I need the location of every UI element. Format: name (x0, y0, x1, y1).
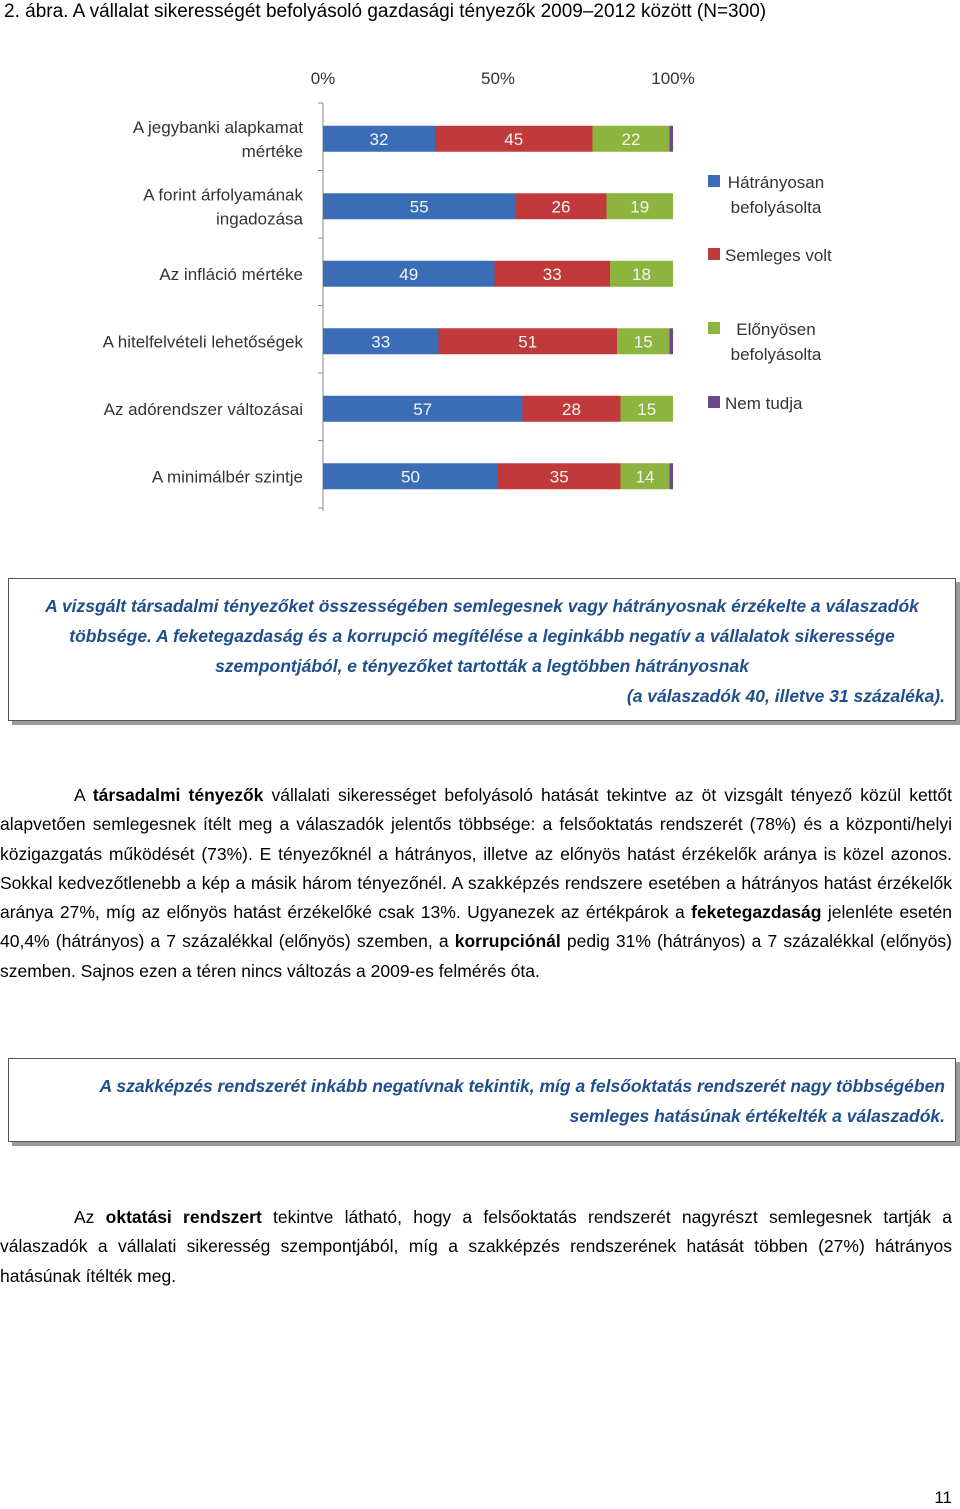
legend-swatch (708, 248, 720, 260)
bar-value-label: 35 (549, 467, 569, 487)
bar-value-label: 19 (630, 197, 650, 217)
body-paragraph-2 (0, 1203, 952, 1291)
para2-bold-1: oktatási rendszert (105, 1207, 262, 1227)
para1-text-1: A (74, 785, 93, 805)
bar-segment (670, 328, 674, 354)
bar-value-label: 45 (504, 129, 524, 149)
para1-bold-2: feketegazdaság (691, 902, 822, 923)
bar-value-label: 14 (635, 467, 655, 487)
x-tick-label: 50% (480, 69, 516, 88)
bar-segment (670, 463, 674, 489)
legend-label: Nem tudja (725, 394, 803, 413)
legend-swatch (708, 322, 720, 334)
body-paragraph-1 (0, 781, 952, 986)
bar-value-label: 33 (542, 264, 562, 284)
x-tick-label: 0% (310, 69, 336, 88)
summary-box-2-text: A szakképzés rendszerét inkább negatívnak tekintik, míg a felsőoktatás rendszerét nagy többségében semleges hatásúnak értékelték a válaszadók. (99, 1076, 945, 1126)
legend-label: Semleges volt (725, 246, 832, 265)
category-label: A hitelfelvételi lehetőségek (102, 332, 303, 352)
para1-bold-3: korrupciónál (454, 931, 561, 952)
page-number: 11 (934, 1488, 952, 1507)
category-label: mértéke (241, 141, 303, 161)
legend-swatch (708, 175, 720, 187)
bar-value-label: 49 (399, 264, 419, 284)
figure-label: 2. ábra. (4, 1, 69, 22)
bar-value-label: 33 (371, 332, 391, 352)
summary-box-1 (8, 578, 956, 721)
category-label: A forint árfolyamának (143, 185, 303, 205)
category-label: Az adórendszer változásai (103, 399, 303, 419)
para2-text-2: tekintve látható, hogy a felsőoktatás rendszerét nagyrészt semlegesnek tartják a válaszadók a vállalati sikeresség szempontjából, míg a szakképzés rendszerének hatását többen (27%) hátrányos hatásúnak ítélték meg. (0, 1207, 952, 1286)
legend-label: Előnyösen (736, 320, 816, 339)
para1-bold-1: társadalmi tényezők (92, 785, 264, 805)
bar-value-label: 15 (637, 399, 657, 419)
bar-value-label: 57 (413, 399, 433, 419)
bar-value-label: 28 (562, 399, 581, 419)
summary-box-1-last-line: (a válaszadók 40, illetve 31 százaléka). (626, 686, 945, 706)
figure-title-text: A vállalat sikerességét befolyásoló gazdasági tényezők 2009–2012 között (N=300) (72, 1, 767, 22)
bar-value-label: 26 (551, 197, 571, 217)
bar-value-label: 51 (518, 332, 538, 352)
x-tick-label: 100% (651, 69, 695, 88)
summary-box-1-body: A vizsgált társadalmi tényezőket összességében semlegesnek vagy hátrányosnak érzékelte a válaszadók többsége. A feketegazdaság és a korrupció megítélése a leginkább negatív a vállalatok sikeressége szempontjából, e tényezőket tartották a legtöbben hátrányosnak (45, 596, 919, 676)
para1-text-2: vállalati sikerességet befolyásoló hatását tekintve az öt vizsgált tényező közül kettőt alapvetően semlegesnek ítélt meg a válaszadók jelentős többsége: a felsőoktatás rendszerét (78%) és a központi/helyi közigazgatás működését (73%). E tényezőknél a hátrányos, illetve az előnyös hatást érzékelők aránya is közel azonos. Sokkal kedvezőtlenebb a kép a másik három tényezőnél. A szakképzés rendszere esetében a hátrányos hatást érzékelők aránya 27%, míg az előnyös hatást érzékelőké csak 13%. Ugyanezek az értékpárok a (0, 785, 953, 923)
stacked-bar-chart (0, 0, 960, 530)
bar-value-label: 55 (409, 197, 429, 217)
bar-value-label: 22 (621, 129, 641, 149)
bar-segment (670, 126, 674, 152)
para2-text-1: Az (74, 1207, 106, 1227)
legend-swatch (708, 396, 720, 408)
summary-box-1-text (9, 579, 955, 711)
legend-label: befolyásolta (730, 198, 822, 217)
bar-value-label: 18 (632, 264, 651, 284)
legend-label: befolyásolta (730, 345, 822, 364)
bar-value-label: 50 (401, 467, 420, 487)
summary-box-2 (8, 1058, 956, 1142)
bar-value-label: 32 (369, 129, 389, 149)
bar-value-label: 15 (633, 332, 653, 352)
category-label: ingadozása (216, 209, 303, 229)
legend-label: Hátrányosan (727, 173, 825, 192)
category-label: A jegybanki alapkamat (132, 117, 303, 137)
category-label: A minimálbér szintje (151, 467, 303, 487)
category-label: Az infláció mértéke (159, 264, 303, 284)
para1-text-3: jelenléte esetén 40,4% (hátrányos) a 7 százalékkal (előnyös) szemben, a (0, 902, 952, 952)
para1-text-4: pedig 31% (hátrányos) a 7 százalékkal (előnyös) szemben. Sajnos ezen a téren nincs változás a 2009-es felmérés óta. (0, 931, 952, 981)
